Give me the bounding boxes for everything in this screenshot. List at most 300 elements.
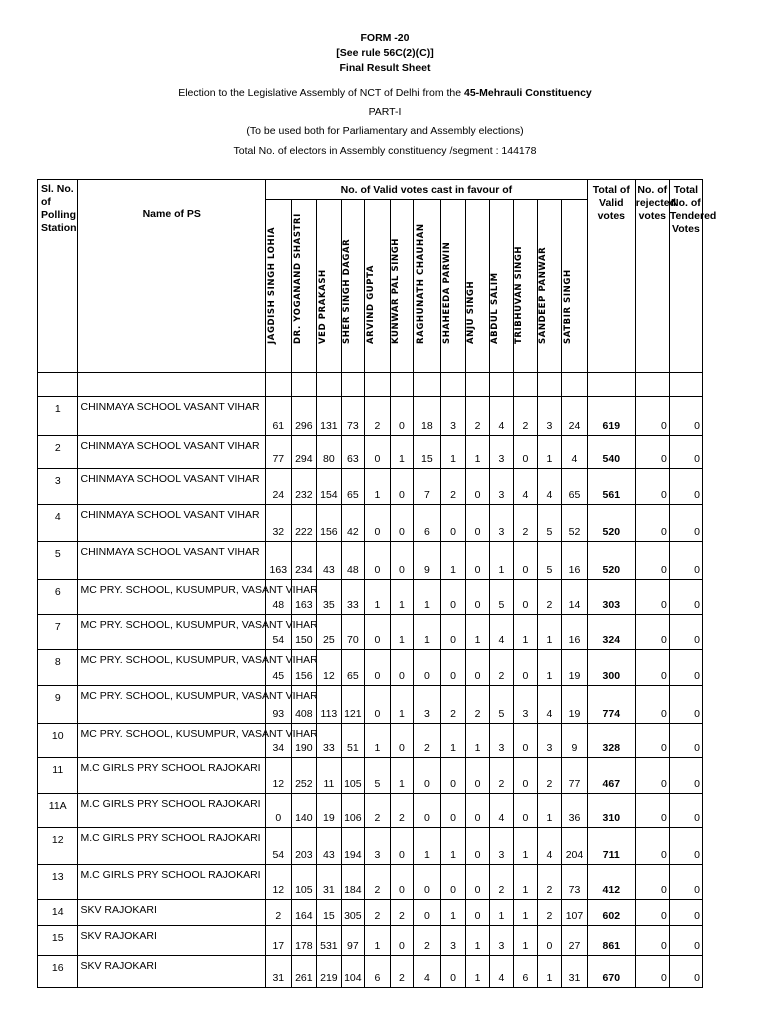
ps-name-cell: SKV RAJOKARI <box>78 926 266 956</box>
vote-cell: 0 <box>514 542 537 580</box>
ps-name-cell: SKV RAJOKARI <box>78 956 266 988</box>
vote-cell: 73 <box>562 865 588 900</box>
vote-cell: 5 <box>489 686 514 724</box>
tendered-cell: 0 <box>669 686 702 724</box>
vote-cell: 294 <box>291 436 317 469</box>
vote-cell: 0 <box>390 469 413 505</box>
sl-cell: 3 <box>38 469 78 505</box>
vote-cell: 3 <box>489 436 514 469</box>
total-valid-cell: 328 <box>587 724 635 758</box>
vote-cell: 34 <box>266 724 292 758</box>
tendered-cell: 0 <box>669 650 702 686</box>
vote-cell: 1 <box>365 580 391 615</box>
sl-cell: 7 <box>38 615 78 650</box>
spacer-cell <box>78 373 266 397</box>
candidate-name: SATBIR SINGH <box>563 269 574 344</box>
vote-cell: 2 <box>414 926 441 956</box>
vote-cell: 93 <box>266 686 292 724</box>
rejected-cell: 0 <box>635 794 669 828</box>
spacer-cell <box>440 373 466 397</box>
vote-cell: 19 <box>317 794 342 828</box>
candidate-header <box>414 200 441 373</box>
election-prefix: Election to the Legislative Assembly of NCT of Delhi from the <box>178 87 464 99</box>
vote-cell: 1 <box>514 828 537 865</box>
vote-cell: 54 <box>266 828 292 865</box>
vote-cell: 2 <box>466 397 489 436</box>
table-row <box>38 758 703 794</box>
name-header: Name of PS <box>78 180 266 373</box>
ps-name-cell: CHINMAYA SCHOOL VASANT VIHAR <box>78 542 266 580</box>
vote-cell: 2 <box>489 865 514 900</box>
usage-note: (To be used both for Parliamentary and Assembly elections) <box>246 125 524 137</box>
candidate-header <box>317 200 342 373</box>
vote-cell: 0 <box>390 505 413 542</box>
vote-cell: 203 <box>291 828 317 865</box>
vote-cell: 19 <box>562 686 588 724</box>
vote-cell: 1 <box>537 956 562 988</box>
vote-cell: 42 <box>341 505 364 542</box>
total-valid-cell: 602 <box>587 900 635 926</box>
vote-cell: 16 <box>562 615 588 650</box>
spacer-cell <box>562 373 588 397</box>
vote-cell: 16 <box>562 542 588 580</box>
rejected-cell: 0 <box>635 724 669 758</box>
vote-cell: 1 <box>440 900 466 926</box>
ps-name-cell: MC PRY. SCHOOL, KUSUMPUR, VASANT VIHAR <box>78 650 266 686</box>
election-line <box>0 87 770 100</box>
sl-cell: 14 <box>38 900 78 926</box>
tendered-header: Total No. of Tendered Votes <box>669 180 702 373</box>
vote-cell: 3 <box>440 926 466 956</box>
vote-cell: 106 <box>341 794 364 828</box>
total-valid-cell: 520 <box>587 505 635 542</box>
candidate-header <box>537 200 562 373</box>
vote-cell: 3 <box>440 397 466 436</box>
table-row <box>38 615 703 650</box>
vote-cell: 4 <box>562 436 588 469</box>
candidate-header <box>291 200 317 373</box>
vote-cell: 222 <box>291 505 317 542</box>
rejected-cell: 0 <box>635 900 669 926</box>
vote-cell: 24 <box>266 469 292 505</box>
vote-cell: 17 <box>266 926 292 956</box>
table-row <box>38 794 703 828</box>
tendered-cell: 0 <box>669 436 702 469</box>
tendered-cell: 0 <box>669 580 702 615</box>
vote-cell: 2 <box>390 900 413 926</box>
table-row <box>38 865 703 900</box>
vote-cell: 5 <box>537 542 562 580</box>
vote-cell: 0 <box>365 650 391 686</box>
vote-cell: 6 <box>514 956 537 988</box>
table-row <box>38 469 703 505</box>
spacer-cell <box>635 373 669 397</box>
vote-cell: 0 <box>365 686 391 724</box>
vote-cell: 0 <box>440 794 466 828</box>
vote-cell: 31 <box>562 956 588 988</box>
vote-cell: 4 <box>537 828 562 865</box>
vote-cell: 252 <box>291 758 317 794</box>
candidate-name: KUNWAR PAL SINGH <box>390 237 401 344</box>
vote-cell: 1 <box>414 615 441 650</box>
vote-cell: 1 <box>414 828 441 865</box>
candidate-name: SHER SINGH DAGAR <box>341 238 352 344</box>
spacer-cell <box>266 373 292 397</box>
vote-cell: 3 <box>537 724 562 758</box>
tendered-cell: 0 <box>669 469 702 505</box>
vote-cell: 1 <box>440 828 466 865</box>
vote-cell: 0 <box>390 397 413 436</box>
vote-cell: 65 <box>562 469 588 505</box>
candidate-header <box>440 200 466 373</box>
vote-cell: 65 <box>341 469 364 505</box>
vote-cell: 35 <box>317 580 342 615</box>
vote-cell: 163 <box>291 580 317 615</box>
vote-cell: 531 <box>317 926 342 956</box>
rejected-cell: 0 <box>635 505 669 542</box>
candidate-name: SANDEEP PANWAR <box>538 246 549 344</box>
vote-cell: 4 <box>414 956 441 988</box>
total-valid-cell: 670 <box>587 956 635 988</box>
vote-cell: 1 <box>440 436 466 469</box>
spacer-cell <box>537 373 562 397</box>
ps-name-cell: M.C GIRLS PRY SCHOOL RAJOKARI <box>78 758 266 794</box>
vote-cell: 0 <box>390 926 413 956</box>
vote-cell: 1 <box>514 865 537 900</box>
vote-cell: 0 <box>390 724 413 758</box>
candidate-header <box>489 200 514 373</box>
candidate-header <box>266 200 292 373</box>
vote-cell: 77 <box>562 758 588 794</box>
vote-cell: 140 <box>291 794 317 828</box>
tendered-cell: 0 <box>669 794 702 828</box>
sl-cell: 11A <box>38 794 78 828</box>
vote-cell: 0 <box>440 650 466 686</box>
total-valid-cell: 520 <box>587 542 635 580</box>
vote-cell: 4 <box>489 794 514 828</box>
total-valid-cell: 774 <box>587 686 635 724</box>
vote-cell: 3 <box>489 724 514 758</box>
vote-cell: 0 <box>466 865 489 900</box>
total-valid-cell: 310 <box>587 794 635 828</box>
vote-cell: 27 <box>562 926 588 956</box>
vote-cell: 1 <box>390 615 413 650</box>
vote-cell: 36 <box>562 794 588 828</box>
vote-cell: 0 <box>414 900 441 926</box>
vote-cell: 1 <box>390 580 413 615</box>
total-valid-cell: 711 <box>587 828 635 865</box>
vote-cell: 156 <box>291 650 317 686</box>
total-valid-cell: 861 <box>587 926 635 956</box>
vote-cell: 156 <box>317 505 342 542</box>
vote-cell: 0 <box>390 865 413 900</box>
tendered-cell: 0 <box>669 828 702 865</box>
ps-name-cell: M.C GIRLS PRY SCHOOL RAJOKARI <box>78 828 266 865</box>
electors-total: Total No. of electors in Assembly constituency /segment : 144178 <box>233 145 537 157</box>
tendered-cell: 0 <box>669 724 702 758</box>
vote-cell: 6 <box>414 505 441 542</box>
form-rule: [See rule 56C(2)(C)] <box>336 47 434 59</box>
tendered-cell: 0 <box>669 758 702 794</box>
sl-cell: 9 <box>38 686 78 724</box>
rejected-cell: 0 <box>635 615 669 650</box>
spacer-cell <box>587 373 635 397</box>
sl-header: Sl. No. of Polling Station <box>38 180 78 373</box>
vote-cell: 1 <box>537 436 562 469</box>
vote-cell: 163 <box>266 542 292 580</box>
vote-cell: 73 <box>341 397 364 436</box>
sl-cell: 10 <box>38 724 78 758</box>
vote-cell: 52 <box>562 505 588 542</box>
vote-cell: 63 <box>341 436 364 469</box>
vote-cell: 4 <box>489 956 514 988</box>
sl-cell: 2 <box>38 436 78 469</box>
vote-cell: 11 <box>317 758 342 794</box>
vote-cell: 15 <box>414 436 441 469</box>
rejected-cell: 0 <box>635 828 669 865</box>
vote-cell: 0 <box>440 505 466 542</box>
vote-cell: 1 <box>537 794 562 828</box>
spacer-cell <box>466 373 489 397</box>
sl-cell: 11 <box>38 758 78 794</box>
spacer-cell <box>291 373 317 397</box>
table-row <box>38 397 703 436</box>
total-valid-cell: 467 <box>587 758 635 794</box>
vote-cell: 0 <box>514 580 537 615</box>
rejected-cell: 0 <box>635 758 669 794</box>
vote-cell: 4 <box>537 686 562 724</box>
vote-cell: 0 <box>466 469 489 505</box>
vote-cell: 2 <box>266 900 292 926</box>
vote-cell: 54 <box>266 615 292 650</box>
sl-cell: 15 <box>38 926 78 956</box>
vote-cell: 3 <box>365 828 391 865</box>
tendered-cell: 0 <box>669 542 702 580</box>
vote-cell: 31 <box>317 865 342 900</box>
vote-cell: 80 <box>317 436 342 469</box>
vote-cell: 1 <box>466 615 489 650</box>
candidate-header <box>562 200 588 373</box>
vote-cell: 3 <box>489 828 514 865</box>
spacer-cell <box>489 373 514 397</box>
vote-cell: 0 <box>440 580 466 615</box>
sl-cell: 12 <box>38 828 78 865</box>
vote-cell: 232 <box>291 469 317 505</box>
vote-cell: 150 <box>291 615 317 650</box>
vote-cell: 296 <box>291 397 317 436</box>
table-row <box>38 436 703 469</box>
vote-cell: 2 <box>414 724 441 758</box>
vote-cell: 178 <box>291 926 317 956</box>
spacer-cell <box>38 373 78 397</box>
sheet-title: Final Result Sheet <box>339 62 431 74</box>
vote-cell: 3 <box>489 469 514 505</box>
vote-cell: 408 <box>291 686 317 724</box>
vote-cell: 18 <box>414 397 441 436</box>
vote-cell: 0 <box>440 758 466 794</box>
table-row <box>38 926 703 956</box>
vote-cell: 0 <box>440 956 466 988</box>
candidate-name: SHAHEEDA PARWIN <box>441 241 452 344</box>
vote-cell: 12 <box>317 650 342 686</box>
vote-cell: 2 <box>537 865 562 900</box>
vote-cell: 19 <box>562 650 588 686</box>
rejected-cell: 0 <box>635 397 669 436</box>
table-row <box>38 956 703 988</box>
rejected-cell: 0 <box>635 926 669 956</box>
vote-cell: 9 <box>562 724 588 758</box>
vote-cell: 2 <box>365 865 391 900</box>
vote-cell: 3 <box>537 397 562 436</box>
tendered-cell: 0 <box>669 956 702 988</box>
vote-cell: 3 <box>489 505 514 542</box>
total-valid-cell: 619 <box>587 397 635 436</box>
vote-cell: 51 <box>341 724 364 758</box>
vote-cell: 0 <box>466 900 489 926</box>
total-valid-cell: 412 <box>587 865 635 900</box>
vote-cell: 0 <box>390 650 413 686</box>
vote-cell: 104 <box>341 956 364 988</box>
vote-cell: 0 <box>414 794 441 828</box>
candidate-name: ANJU SINGH <box>466 280 477 344</box>
vote-cell: 0 <box>466 650 489 686</box>
vote-cell: 32 <box>266 505 292 542</box>
vote-cell: 1 <box>365 724 391 758</box>
vote-cell: 1 <box>489 900 514 926</box>
vote-cell: 31 <box>266 956 292 988</box>
spacer-cell <box>365 373 391 397</box>
vote-cell: 7 <box>414 469 441 505</box>
vote-cell: 6 <box>365 956 391 988</box>
vote-cell: 33 <box>341 580 364 615</box>
tendered-cell: 0 <box>669 900 702 926</box>
table-row <box>38 828 703 865</box>
spacer-cell <box>669 373 702 397</box>
ps-name-cell: SKV RAJOKARI <box>78 900 266 926</box>
ps-name-cell: MC PRY. SCHOOL, KUSUMPUR, VASANT VIHAR <box>78 615 266 650</box>
table-row <box>38 650 703 686</box>
spacer-cell <box>390 373 413 397</box>
table-row <box>38 686 703 724</box>
sl-cell: 1 <box>38 397 78 436</box>
vote-cell: 0 <box>514 758 537 794</box>
vote-cell: 0 <box>440 865 466 900</box>
vote-cell: 2 <box>489 758 514 794</box>
sl-cell: 8 <box>38 650 78 686</box>
vote-cell: 234 <box>291 542 317 580</box>
tendered-cell: 0 <box>669 505 702 542</box>
spacer-cell <box>514 373 537 397</box>
vote-cell: 0 <box>514 794 537 828</box>
vote-cell: 0 <box>365 615 391 650</box>
candidate-header <box>390 200 413 373</box>
sl-cell: 16 <box>38 956 78 988</box>
sl-cell: 5 <box>38 542 78 580</box>
vote-cell: 2 <box>390 794 413 828</box>
vote-cell: 1 <box>514 900 537 926</box>
vote-cell: 4 <box>489 397 514 436</box>
form-title: FORM -20 <box>360 32 410 44</box>
rejected-cell: 0 <box>635 580 669 615</box>
vote-cell: 2 <box>390 956 413 988</box>
vote-cell: 1 <box>414 580 441 615</box>
rejected-cell: 0 <box>635 542 669 580</box>
spacer-cell <box>341 373 364 397</box>
ps-name-cell: CHINMAYA SCHOOL VASANT VIHAR <box>78 397 266 436</box>
vote-cell: 164 <box>291 900 317 926</box>
rejected-cell: 0 <box>635 956 669 988</box>
vote-cell: 154 <box>317 469 342 505</box>
candidate-name: DR. YOGANAND SHASTRI <box>292 213 303 344</box>
sl-cell: 4 <box>38 505 78 542</box>
candidate-header <box>341 200 364 373</box>
rejected-cell: 0 <box>635 436 669 469</box>
tendered-cell: 0 <box>669 615 702 650</box>
vote-cell: 0 <box>466 580 489 615</box>
vote-cell: 1 <box>466 436 489 469</box>
total-valid-header: Total of Valid votes <box>587 180 635 373</box>
vote-cell: 33 <box>317 724 342 758</box>
vote-cell: 3 <box>514 686 537 724</box>
candidate-name: JAGDISH SINGH LOHIA <box>267 226 278 344</box>
vote-cell: 0 <box>466 794 489 828</box>
vote-cell: 1 <box>466 956 489 988</box>
vote-cell: 105 <box>291 865 317 900</box>
vote-cell: 1 <box>537 615 562 650</box>
rejected-header: No. of rejected votes <box>635 180 669 373</box>
rejected-cell: 0 <box>635 469 669 505</box>
table-row <box>38 724 703 758</box>
vote-cell: 48 <box>266 580 292 615</box>
vote-cell: 0 <box>365 505 391 542</box>
candidate-header <box>514 200 537 373</box>
ps-name-cell: M.C GIRLS PRY SCHOOL RAJOKARI <box>78 865 266 900</box>
vote-cell: 219 <box>317 956 342 988</box>
vote-cell: 3 <box>414 686 441 724</box>
vote-cell: 105 <box>341 758 364 794</box>
spacer-cell <box>317 373 342 397</box>
vote-cell: 48 <box>341 542 364 580</box>
spacer-cell <box>414 373 441 397</box>
vote-cell: 121 <box>341 686 364 724</box>
total-valid-cell: 324 <box>587 615 635 650</box>
rejected-cell: 0 <box>635 650 669 686</box>
vote-cell: 0 <box>365 436 391 469</box>
part-label: PART-I <box>368 106 402 118</box>
candidate-name: VED PRAKASH <box>317 269 328 344</box>
vote-cell: 1 <box>390 436 413 469</box>
vote-cell: 0 <box>414 650 441 686</box>
vote-cell: 1 <box>365 926 391 956</box>
vote-cell: 2 <box>365 900 391 926</box>
candidate-name: TRIBHUVAN SINGH <box>514 245 525 344</box>
valid-votes-header: No. of Valid votes cast in favour of <box>266 180 588 200</box>
vote-cell: 2 <box>514 505 537 542</box>
vote-cell: 0 <box>466 828 489 865</box>
ps-name-cell: CHINMAYA SCHOOL VASANT VIHAR <box>78 436 266 469</box>
vote-cell: 1 <box>489 542 514 580</box>
ps-name-cell: MC PRY. SCHOOL, KUSUMPUR, VASANT VIHAR <box>78 686 266 724</box>
vote-cell: 24 <box>562 397 588 436</box>
vote-cell: 97 <box>341 926 364 956</box>
total-valid-cell: 540 <box>587 436 635 469</box>
vote-cell: 0 <box>537 926 562 956</box>
tendered-cell: 0 <box>669 865 702 900</box>
vote-cell: 5 <box>365 758 391 794</box>
vote-cell: 2 <box>365 794 391 828</box>
vote-cell: 1 <box>514 926 537 956</box>
table-row <box>38 580 703 615</box>
